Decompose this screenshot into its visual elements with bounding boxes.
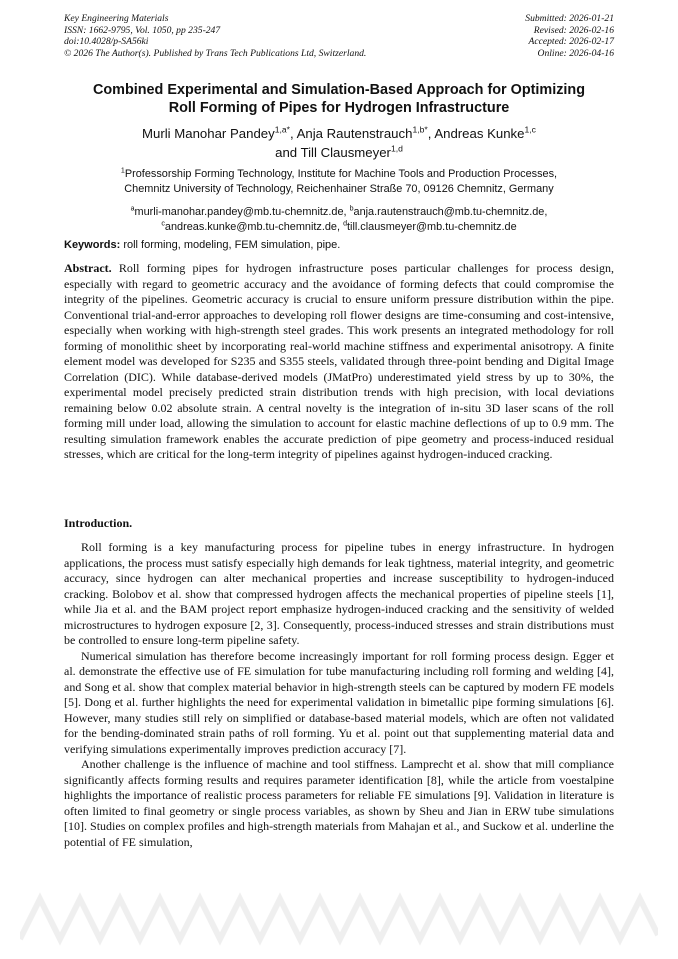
authors-line-2 xyxy=(64,143,614,162)
email-link[interactable]: anja.rautenstrauch@mb.tu-chemnitz.de xyxy=(353,206,545,218)
email-link[interactable]: murli-manohar.pandey@mb.tu-chemnitz.de xyxy=(134,206,344,218)
date-online: Online: 2026-04-16 xyxy=(537,47,614,59)
author-superscript: 1,d xyxy=(390,143,403,154)
introduction-body xyxy=(64,540,614,850)
author-superscript: 1,c xyxy=(524,124,536,135)
author-superscript: 1,b* xyxy=(412,124,428,135)
keywords-label: Keywords: xyxy=(64,239,121,251)
affiliation-line-1: $^1$Professorship Forming Technology, Institute for Machine Tools and Production Processes, xyxy=(120,166,558,180)
author-emails xyxy=(64,205,614,234)
dates-header xyxy=(525,13,614,59)
keywords-text: roll forming, modeling, FEM simulation, pipe. xyxy=(123,239,341,251)
email-link[interactable]: andreas.kunke@mb.tu-chemnitz.de xyxy=(164,220,337,233)
copyright: © 2026 The Author(s). Published by Trans Tech Publications Ltd, Switzerland. xyxy=(64,47,367,59)
publisher-watermark xyxy=(20,889,658,953)
title-line-1: Combined Experimental and Simulation-Based Approach for Optimizing xyxy=(93,82,585,98)
email-link[interactable]: till.clausmeyer@mb.tu-chemnitz.de xyxy=(347,220,517,233)
affiliation xyxy=(64,167,614,196)
title-line-2: Roll Forming of Pipes for Hydrogen Infrastructure xyxy=(168,100,510,116)
author-name: Andreas Kunke xyxy=(434,126,525,141)
paper-title xyxy=(64,81,614,117)
journal-name: Key Engineering Materials xyxy=(64,13,169,24)
author-superscript: 1,a* xyxy=(274,124,290,135)
date-revised: Revised: 2026-02-16 xyxy=(533,24,614,36)
author-separator: , xyxy=(289,126,297,141)
date-submitted: Submitted: 2026-01-21 xyxy=(525,13,614,24)
paragraph: Numerical simulation has therefore become increasingly important for roll forming process design. Egger et al. demonstrate the effective use of FE simulation for tube manufacturing including roll forming and welding [4], and Song et al. show that complex material behavior in high-strength steels can be captured by modern FE models [5]. Dong et al. further highlights the need for experimental validation in bimetallic pipe forming simulations [6]. However, many studies still rely on simplified or database-based material models, which are often not validated for the bending-dominated strain paths of roll forming. Yu et al. point out that supplementing material data and verifying simulations experimentally improves prediction accuracy [7]. xyxy=(64,648,614,756)
emails-line-1: $^a$murli-manohar.pandey@mb.tu-chemnitz.de, $^b$anja.rautenstrauch@mb.tu-chemnitz.de, xyxy=(130,204,548,218)
journal-header xyxy=(64,13,366,59)
keywords xyxy=(64,238,614,252)
author-separator: , xyxy=(427,126,435,141)
author-name: Anja Rautenstrauch xyxy=(296,126,413,141)
paragraph: Another challenge is the influence of machine and tool stiffness. Lamprecht et al. show that mill compliance significantly affects forming results and requires parameter identification [8], while the article from voestalpine highlights the importance of realistic process parameters for reliable FE simulations [9]. Validation in literature is often limited to final geometry or single process variables, as shown by Sheu and Jian in ERW tube simulations [10]. Studies on complex profiles and high-strength materials from Mahajan et al., and Suckow et al. underline the potential of FE simulation, xyxy=(64,757,614,849)
doi: doi:10.4028/p-SA56ki xyxy=(64,36,149,48)
date-accepted: Accepted: 2026-02-17 xyxy=(528,36,614,48)
abstract xyxy=(64,261,614,463)
author-list xyxy=(64,124,614,162)
emails-line-2: $^c$andreas.kunke@mb.tu-chemnitz.de, $^d$till.clausmeyer@mb.tu-chemnitz.de xyxy=(161,218,517,233)
authors-line-1 xyxy=(64,124,614,143)
journal-issn: ISSN: 1662-9795, Vol. 1050, pp 235-247 xyxy=(64,24,221,36)
author-name: Till Clausmeyer xyxy=(300,145,391,160)
abstract-label: Abstract. xyxy=(64,261,112,275)
abstract-text: Roll forming pipes for hydrogen infrastructure poses particular challenges for process design, especially with regard to geometric accuracy and the avoidance of forming defects that could compromise the integrity of the pipelines. Geometric accuracy is crucial to ensure uniform pressure distribution within the pipe. Conventional trial-and-error approaches to developing roll flower designs are time-consuming and cost-intensive, especially when working with high-strength steel grades. This work presents an integrated methodology for roll forming of monolithic sheet by incorporating real-world machine stiffness and experimental anisotropy. A finite element model was developed for S235 and S355 steels, validated through three-point bending and Digital Image Correlation (DIC). While database-derived models (JMatPro) underestimated yield stress by up to 30%, the experimental model precisely predicted strain distribution trends with high precision, with local deviations remaining below 0.02 absolute strain. A central novelty is the integration of in-situ 3D laser scans of the roll forming mill under load, allowing the simulation to account for elastic machine deflections of up to 0.9 mm. The resulting simulation framework enables the accurate prediction of pipe geometry and process-induced residual stresses, which are critical for the long-term integrity of pipelines against hydrogen-induced cracking. xyxy=(64,261,615,461)
affiliation-line-2: Chemnitz University of Technology, Reichenhainer Straße 70, 09126 Chemnitz, Germany xyxy=(124,182,554,195)
author-name: Murli Manohar Pandey xyxy=(142,126,275,141)
section-heading-introduction: Introduction. xyxy=(64,516,133,530)
affiliation-superscript: 1 xyxy=(120,166,125,175)
author-conjunction: and xyxy=(275,145,298,160)
paragraph: Roll forming is a key manufacturing process for pipeline tubes in energy infrastructure. In hydrogen applications, the process must satisfy especially high demands for leak tightness, material integrity, and geometric accuracy, since hydrogen can alter mechanical properties and increase susceptibility to hydrogen-induced cracking. Bolobov et al. show that compressed hydrogen affects the mechanical properties of pipeline steels [1], while Jia et al. and the BAM project report emphasize hydrogen-induced cracking and the sensitivity of welded microstructures to hydrogen exposure [2, 3]. Consequently, process-induced stresses and strain distributions must be controlled to ensure long-term pipeline safety. xyxy=(64,540,614,647)
